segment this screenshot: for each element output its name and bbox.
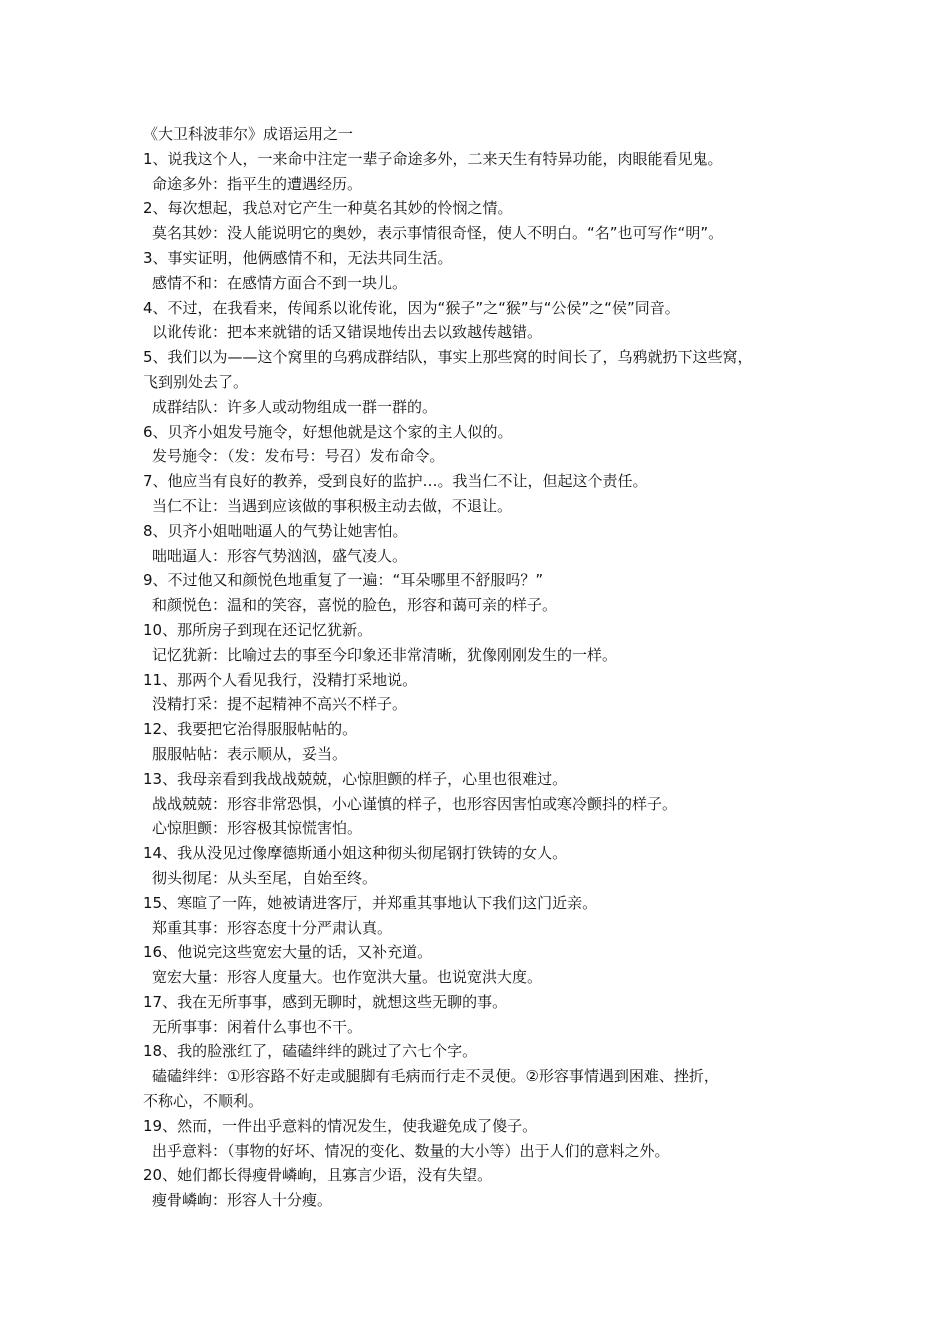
example-sentence-line: 15、寒暄了一阵，她被请进客厅，并郑重其事地认下我们这门近亲。 (143, 893, 598, 912)
example-sentence-line: 9、不过他又和颜悦色地重复了一遍：“耳朵哪里不舒服吗？” (143, 571, 544, 590)
example-sentence-line: 飞到别处去了。 (143, 372, 249, 391)
idiom-definition-line: 咄咄逼人：形容气势汹汹，盛气凌人。 (152, 546, 408, 565)
example-sentence-line: 7、他应当有良好的教养，受到良好的监护…。我当仁不让，但起这个责任。 (143, 472, 648, 491)
idiom-definition-line: 磕磕绊绊：①形容路不好走或腿脚有毛病而行走不灵便。②形容事情遇到困难、挫折， (152, 1067, 719, 1086)
example-sentence-line: 8、贝齐小姐咄咄逼人的气势让她害怕。 (143, 521, 408, 540)
document-body (143, 122, 843, 1213)
example-sentence-line: 12、我要把它治得服服帖帖的。 (143, 720, 358, 739)
idiom-definition-line: 宽宏大量：形容人度量大。也作宽洪大量。也说宽洪大度。 (152, 968, 543, 987)
example-sentence-line: 13、我母亲看到我战战兢兢，心惊胆颤的样子，心里也很难过。 (143, 769, 568, 788)
example-sentence-line: 不称心，不顺利。 (143, 1092, 264, 1111)
example-sentence-line: 17、我在无所事事，感到无聊时，就想这些无聊的事。 (143, 992, 508, 1011)
idiom-definition-line: 无所事事：闲着什么事也不干。 (152, 1017, 363, 1036)
example-sentence-line: 6、贝齐小姐发号施令，好想他就是这个家的主人似的。 (143, 422, 513, 441)
idiom-definition-line: 和颜悦色：温和的笑容，喜悦的脸色，形容和蔼可亲的样子。 (152, 596, 558, 615)
idiom-definition-line: 郑重其事：形容态度十分严肃认真。 (152, 918, 393, 937)
idiom-definition-line: 记忆犹新：比喻过去的事至今印象还非常清晰，犹像刚刚发生的一样。 (152, 645, 618, 664)
example-sentence-line: 4、不过，在我看来，传闻系以讹传讹，因为“猴子”之“猴”与“公侯”之“侯”同音。 (143, 298, 680, 317)
example-sentence-line: 1、说我这个人，一来命中注定一辈子命途多外，二来天生有特异功能，肉眼能看见鬼。 (143, 149, 723, 168)
idiom-definition-line: 以讹传讹：把本来就错的话又错误地传出去以致越传越错。 (152, 323, 543, 342)
example-sentence-line: 16、他说完这些宽宏大量的话，又补充道。 (143, 943, 433, 962)
idiom-definition-line: 战战兢兢：形容非常恐惧，小心谨慎的样子，也形容因害怕或寒冷颤抖的样子。 (152, 794, 678, 813)
example-sentence-line: 3、事实证明，他俩感情不和，无法共同生活。 (143, 248, 453, 267)
example-sentence-line: 2、每次想起，我总对它产生一种莫名其妙的怜悯之情。 (143, 199, 513, 218)
idiom-definition-line: 当仁不让：当遇到应该做的事积极主动去做，不退让。 (152, 496, 513, 515)
idiom-definition-line: 莫名其妙：没人能说明它的奥妙，表示事情很奇怪，使人不明白。“名”也可写作“明”。 (152, 224, 724, 243)
idiom-list (143, 147, 843, 1213)
idiom-definition-line: 彻头彻尾：从头至尾，自始至终。 (152, 868, 378, 887)
idiom-definition-line: 没精打采：提不起精神不高兴不样子。 (152, 695, 408, 714)
example-sentence-line: 19、然而，一件出乎意料的情况发生，使我避免成了傻子。 (143, 1116, 538, 1135)
example-sentence-line: 14、我从没见过像摩德斯通小姐这种彻头彻尾钢打铁铸的女人。 (143, 844, 568, 863)
idiom-definition-line: 服服帖帖：表示顺从，妥当。 (152, 744, 348, 763)
example-sentence-line: 18、我的脸涨红了，磕磕绊绊的跳过了六七个字。 (143, 1042, 478, 1061)
idiom-definition-line: 心惊胆颤：形容极其惊慌害怕。 (152, 819, 363, 838)
idiom-definition-line: 成群结队：许多人或动物组成一群一群的。 (152, 397, 438, 416)
idiom-definition-line: 感情不和：在感情方面合不到一块儿。 (152, 273, 408, 292)
example-sentence-line: 10、那所房子到现在还记忆犹新。 (143, 620, 373, 639)
idiom-definition-line: 发号施令：（发：发布号：号召）发布命令。 (152, 447, 445, 466)
idiom-definition-line: 命途多外：指平生的遭遇经历。 (152, 174, 363, 193)
idiom-definition-line: 出乎意料：（事物的好坏、情况的变化、数量的大小等）出于人们的意料之外。 (152, 1141, 670, 1160)
document-title: 《大卫科波菲尔》成语运用之一 (143, 125, 354, 143)
idiom-definition-line: 瘦骨嶙峋：形容人十分瘦。 (152, 1191, 333, 1210)
example-sentence-line: 20、她们都长得瘦骨嶙峋，且寡言少语，没有失望。 (143, 1166, 493, 1185)
example-sentence-line: 5、我们以为——这个窝里的乌鸦成群结队，事实上那些窝的时间长了，乌鸦就扔下这些窝， (143, 348, 753, 367)
example-sentence-line: 11、那两个人看见我行，没精打采地说。 (143, 670, 418, 689)
